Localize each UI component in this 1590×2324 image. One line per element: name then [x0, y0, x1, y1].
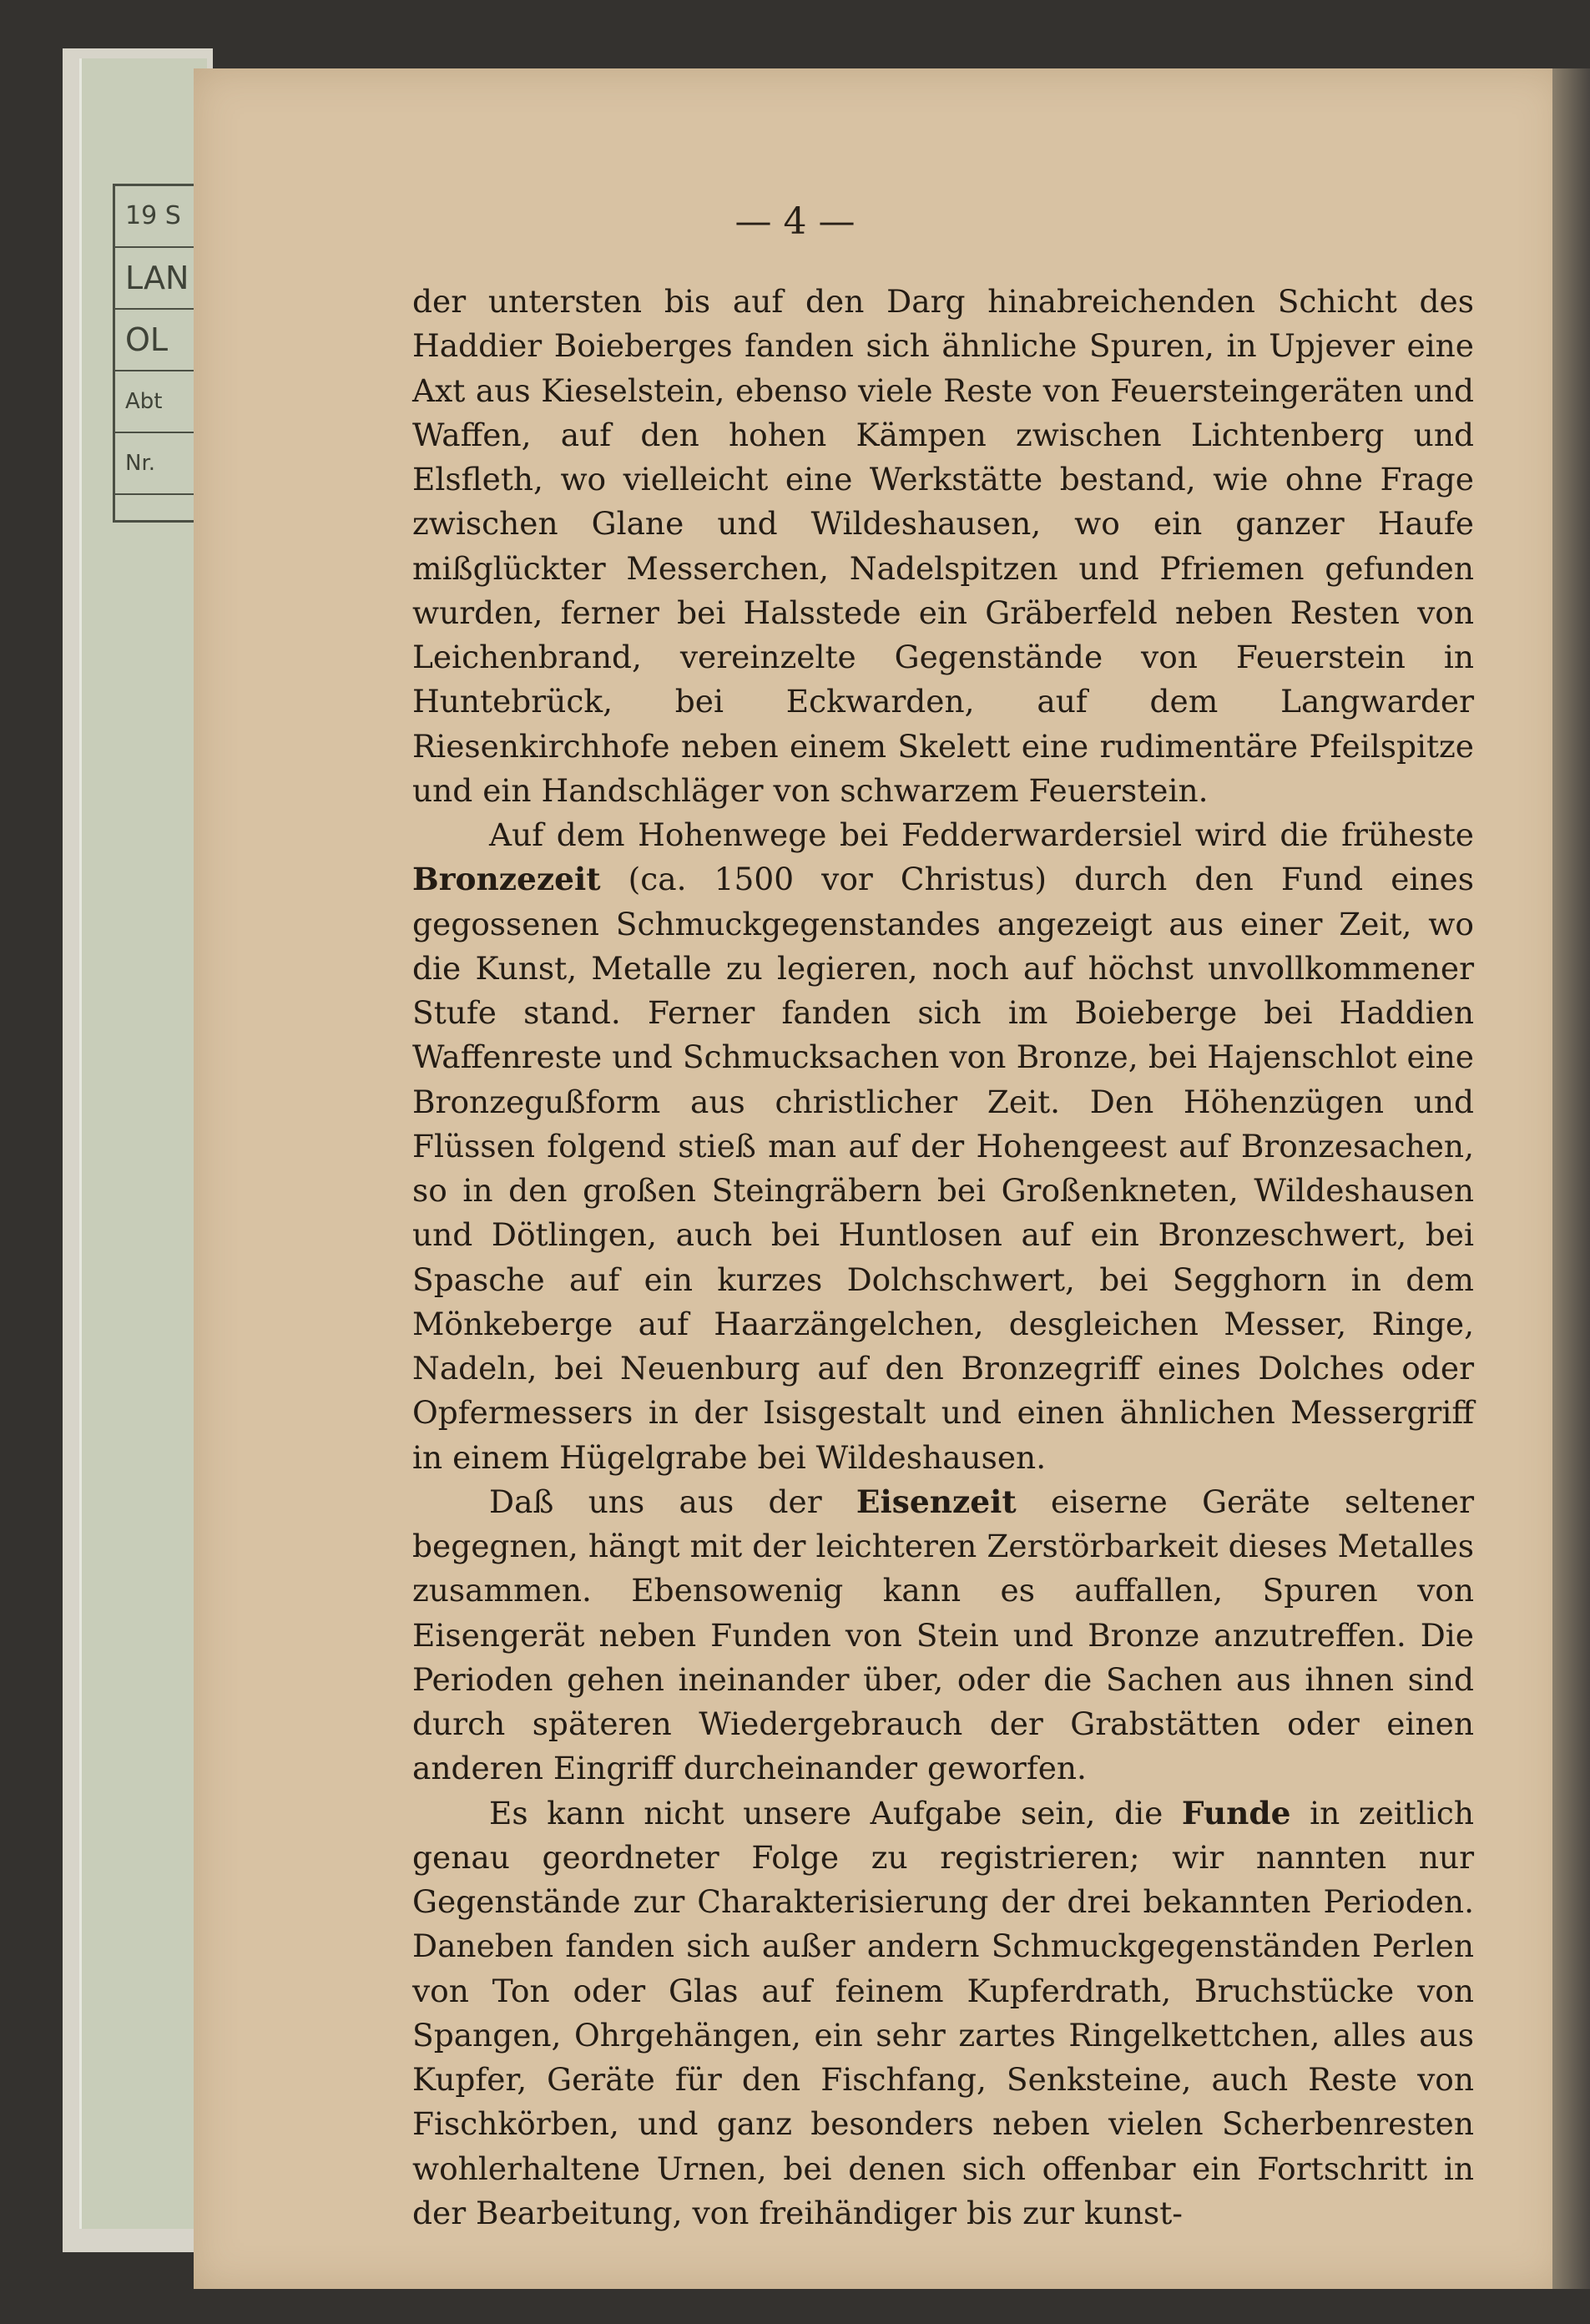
paragraph-text: Auf dem Hohenwege bei Fedderwardersiel wird die früheste: [489, 816, 1474, 853]
paragraph-text: der untersten bis auf den Darg hinabreichenden Schicht des Haddier Boieberges fanden sich ähnliche Spuren, in Upjever eine Axt aus Kieselstein, ebenso viele Reste von Feuersteingeräten und Waffen, auf den hohen Kämpen zwischen Lichtenberg und Elsfleth, wo vielleicht eine Werkstätte bestand, wie ohne Frage zwischen Glane und Wildeshausen, wo ein ganzer Haufe mißglückter Messerchen, Nadelspitzen und Pfriemen gefunden wurden, ferner bei Halsstede ein Gräberfeld neben Resten von Leichenbrand, vereinzelte Gegenstände von Feuerstein in Huntebrück, bei Eckwarden, auf dem Langwarder Riesenkirchhofe neben einem Skelett eine rudimentäre Pfeilspitze und ein Handschläger von schwarzem Feuerstein.: [412, 283, 1474, 809]
page-number: — 4 —: [734, 200, 856, 243]
paragraph-text: Es kann nicht unsere Aufgabe sein, die: [489, 1794, 1182, 1831]
bold-term: Bronzezeit: [412, 861, 601, 898]
paragraph-text: eiserne Geräte seltener begegnen, hängt mit der leichteren Zerstörbarkeit dieses Metalles zusammen. Ebensowenig kann es auffallen, Spuren von Eisengerät neben Funden von Stein und Bronze anzutreffen. Die Perioden gehen ineinander über, oder die Sachen aus ihnen sind durch späteren Wiedergebrauch der Grabstätten oder einen anderen Eingriff durcheinander geworfen.: [412, 1483, 1475, 1787]
bold-term: Eisenzeit: [856, 1483, 1017, 1520]
page-edge-shadow: [1552, 68, 1590, 2289]
stamp-row-year: 19 S: [115, 186, 207, 248]
paragraph: [412, 813, 1474, 1480]
stamp-row-nr: Nr.: [115, 433, 207, 495]
paragraph: [412, 1480, 1474, 1791]
stamp-row-lan: LAN: [115, 248, 207, 310]
page-body: [412, 280, 1474, 2236]
bold-term: Funde: [1181, 1794, 1291, 1831]
paragraph-text: (ca. 1500 vor Christus) durch den Fund eines gegossenen Schmuckgegenstandes angezeigt aus einer Zeit, wo die Kunst, Metalle zu legieren, noch auf höchst unvollkommener Stufe stand. Ferner fanden sich im Boieberge bei Haddien Waffenreste und Schmucksachen von Bronze, bei Hajenschlot eine Bronzegußform aus christlicher Zeit. Den Höhenzügen und Flüssen folgend stieß man auf der Hohengeest auf Bronzesachen, so in den großen Steingräbern bei Großenkneten, Wildeshausen und Dötlingen, auch bei Huntlosen auf ein Bronzeschwert, bei Spasche auf ein kurzes Dolchschwert, bei Segghorn in dem Mönkeberge auf Haarzängelchen, desgleichen Messer, Ringe, Nadeln, bei Neuenburg auf den Bronzegriff eines Dolches oder Opfermessers in der Isisgestalt und einen ähnlichen Messergriff in einem Hügelgrabe bei Wildeshausen.: [412, 861, 1474, 1476]
paragraph: [412, 280, 1474, 813]
stamp-row-ol: OL: [115, 310, 207, 371]
paragraph: [412, 1791, 1474, 2236]
paragraph-text: Daß uns aus der: [489, 1483, 856, 1520]
paragraph-text: in zeitlich genau geordneter Folge zu registrieren; wir nannten nur Gegenstände zur Charakterisierung der drei bekannten Perioden. Daneben fanden sich außer andern Schmuckgegenständen Perlen von Ton oder Glas auf feinem Kupferdrath, Bruchstücke von Spangen, Ohrgehängen, ein sehr zartes Ringelkettchen, alles aus Kupfer, Geräte für den Fischfang, Senksteine, auch Reste von Fischkörben, und ganz besonders neben vielen Scherbenresten wohlerhaltene Urnen, bei denen sich offenbar ein Fortschritt in der Bearbeitung, von freihändiger bis zur kunst-: [412, 1794, 1474, 2231]
stamp-row-abt: Abt: [115, 371, 207, 433]
